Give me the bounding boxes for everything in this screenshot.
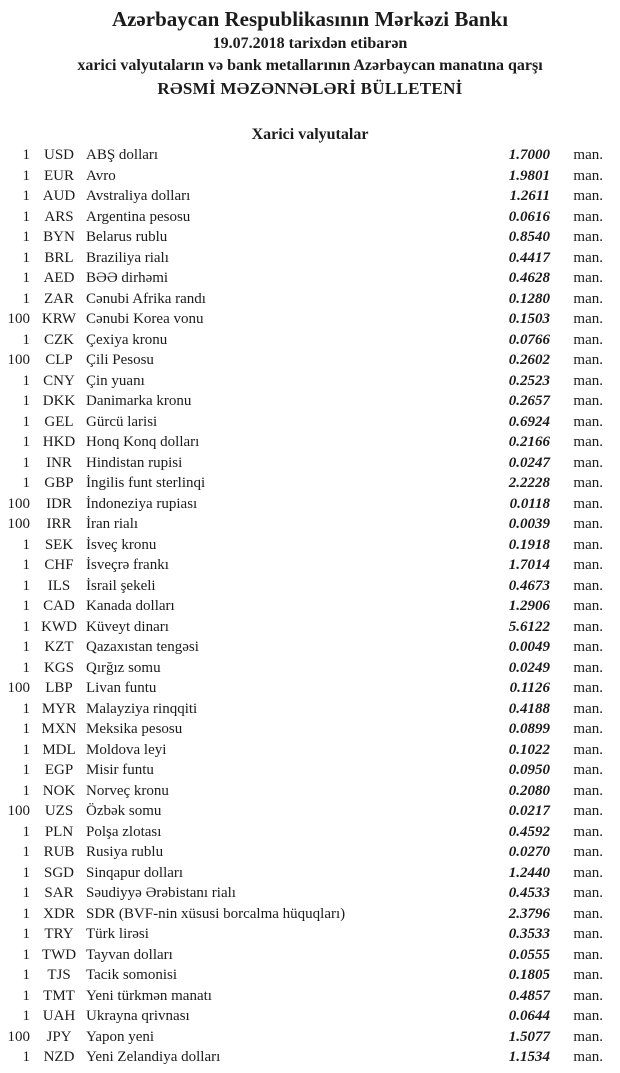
unit-label: man. (573, 393, 603, 409)
rate-value: 1.2611 (509, 188, 550, 204)
quantity-cell: 1 (22, 413, 30, 430)
unit-label: man. (573, 557, 603, 573)
currency-name: İsveçrə frankı (86, 557, 169, 573)
rates-table (0, 147, 620, 1070)
rate-value: 0.0950 (508, 762, 550, 778)
table-row (0, 1008, 620, 1029)
currency-code: CZK (44, 331, 74, 348)
unit-label: man. (573, 434, 603, 450)
table-row (0, 291, 620, 312)
quantity-cell: 1 (22, 1008, 30, 1024)
currency-name: Argentina pesosu (86, 208, 191, 225)
currency-name: Belarus rublu (86, 229, 168, 245)
currency-code: GBP (44, 475, 74, 491)
currency-code: NOK (42, 782, 76, 799)
rate-value: 2.3796 (508, 905, 550, 922)
rate-value: 0.1503 (508, 311, 550, 327)
rate-value: 0.0766 (508, 331, 550, 348)
currency-code: INR (46, 454, 72, 471)
currency-code: NZD (43, 1049, 75, 1065)
quantity-cell: 1 (22, 167, 30, 184)
quantity-cell: 1 (22, 721, 30, 737)
currency-name: Misir funtu (86, 762, 154, 778)
quantity-cell: 1 (22, 557, 30, 573)
currency-name: Türk lirəsi (86, 926, 149, 942)
rate-value: 0.4857 (508, 987, 550, 1004)
quantity-cell: 1 (22, 762, 30, 778)
quantity-cell: 1 (22, 782, 30, 799)
currency-code: KWD (41, 618, 77, 635)
table-row (0, 824, 620, 845)
quantity-cell: 1 (22, 987, 30, 1004)
table-row (0, 967, 620, 988)
rate-value: 1.2440 (508, 864, 550, 881)
quantity-cell: 1 (22, 454, 30, 471)
table-row (0, 332, 620, 353)
unit-label: man. (573, 1049, 603, 1065)
currency-code: IDR (46, 495, 72, 512)
rate-value: 1.2906 (508, 598, 550, 614)
table-row (0, 1049, 620, 1070)
quantity-cell: 1 (22, 864, 30, 881)
currency-code: SGD (43, 864, 74, 881)
unit-label: man. (573, 208, 603, 225)
currency-code: HKD (42, 434, 76, 450)
unit-label: man. (573, 147, 603, 163)
quantity-cell: 1 (22, 536, 30, 553)
table-row (0, 906, 620, 927)
section-title-foreign-currencies: Xarici valyutalar (251, 126, 369, 143)
currency-code: LBP (45, 680, 73, 696)
unit-label: man. (573, 967, 603, 983)
currency-name: İngilis funt sterlinqi (86, 475, 206, 491)
quantity-cell: 1 (22, 905, 30, 922)
table-row (0, 721, 620, 742)
currency-name: Rusiya rublu (86, 844, 164, 860)
rate-value: 0.0039 (508, 516, 550, 532)
rate-value: 0.0616 (508, 208, 550, 225)
quantity-cell: 100 (7, 495, 30, 512)
rate-value: 0.1918 (508, 536, 550, 553)
unit-label: man. (573, 495, 603, 512)
rate-value: 1.7014 (508, 557, 550, 573)
table-row (0, 947, 620, 968)
currency-code: EUR (44, 167, 74, 184)
unit-label: man. (573, 905, 603, 922)
currency-name: Norveç kronu (86, 782, 169, 799)
table-row (0, 496, 620, 517)
table-row (0, 742, 620, 763)
unit-label: man. (573, 331, 603, 348)
rate-value: 0.0249 (508, 659, 550, 676)
currency-name: Cənubi Korea vonu (86, 311, 204, 327)
quantity-cell: 100 (7, 680, 30, 696)
rate-value: 0.0049 (508, 639, 550, 655)
currency-name: Qırğız somu (86, 659, 161, 676)
quantity-cell: 100 (7, 516, 30, 532)
rate-value: 0.0270 (508, 844, 550, 860)
currency-name: Tacik somonisi (86, 967, 178, 983)
currency-name: İsrail şekeli (86, 577, 156, 594)
currency-code: DKK (42, 393, 76, 409)
quantity-cell: 1 (22, 434, 30, 450)
rate-value: 0.0899 (508, 721, 550, 737)
quantity-cell: 1 (22, 331, 30, 348)
quantity-cell: 1 (22, 618, 30, 635)
page-title: Azərbaycan Respublikasının Mərkəzi Bankı (111, 7, 509, 31)
currency-name: Tayvan dolları (86, 946, 173, 963)
unit-label: man. (573, 926, 603, 942)
currency-code: SAR (44, 885, 74, 901)
currency-name: Gürcü larisi (86, 413, 158, 430)
table-row (0, 414, 620, 435)
unit-label: man. (573, 659, 603, 676)
rate-value: 0.4592 (508, 823, 550, 840)
currency-name: İsveç kronu (86, 536, 157, 553)
quantity-cell: 1 (22, 885, 30, 901)
quantity-cell: 1 (22, 290, 30, 307)
rate-value: 0.8540 (508, 229, 550, 245)
rate-value: 0.4673 (508, 577, 550, 594)
rate-value: 0.6924 (508, 413, 550, 430)
currency-name: Yeni türkmən manatı (86, 987, 212, 1004)
rate-value: 0.0555 (508, 946, 550, 963)
quantity-cell: 1 (22, 208, 30, 225)
currency-code: BRL (44, 249, 74, 266)
currency-name: Honq Konq dolları (86, 434, 200, 450)
unit-label: man. (573, 475, 603, 491)
table-row (0, 557, 620, 578)
currency-name: Yeni Zelandiya dolları (86, 1049, 221, 1065)
quantity-cell: 1 (22, 372, 30, 389)
table-row (0, 537, 620, 558)
rate-value: 0.0118 (509, 495, 550, 512)
rate-value: 1.5077 (508, 1028, 550, 1045)
rate-value: 0.1805 (508, 967, 550, 983)
unit-label: man. (573, 290, 603, 307)
quantity-cell: 100 (7, 311, 30, 327)
unit-label: man. (573, 885, 603, 901)
unit-label: man. (573, 1028, 603, 1045)
table-row (0, 188, 620, 209)
quantity-cell: 1 (22, 577, 30, 594)
currency-code: ARS (44, 208, 74, 225)
table-row (0, 475, 620, 496)
rate-value: 0.2080 (508, 782, 550, 799)
quantity-cell: 1 (22, 926, 30, 942)
table-row (0, 578, 620, 599)
unit-label: man. (573, 229, 603, 245)
table-row (0, 844, 620, 865)
table-row (0, 619, 620, 640)
table-row (0, 147, 620, 168)
currency-code: KRW (41, 311, 77, 327)
rate-value: 0.0644 (508, 1008, 550, 1024)
table-row (0, 270, 620, 291)
rate-value: 0.1280 (508, 290, 550, 307)
rate-value: 1.7000 (508, 147, 550, 163)
table-row (0, 311, 620, 332)
currency-code: ZAR (44, 290, 74, 307)
unit-label: man. (573, 680, 603, 696)
unit-label: man. (573, 639, 603, 655)
currency-code: CAD (43, 598, 75, 614)
currency-code: EGP (44, 762, 74, 778)
quantity-cell: 100 (7, 803, 30, 819)
currency-name: Çin yuanı (86, 372, 145, 389)
quantity-cell: 1 (22, 475, 30, 491)
table-row (0, 168, 620, 189)
currency-name: Yapon yeni (86, 1028, 155, 1045)
table-row (0, 373, 620, 394)
quantity-cell: 1 (22, 844, 30, 860)
currency-name: İran rialı (86, 516, 139, 532)
quantity-cell: 1 (22, 967, 30, 983)
quantity-cell: 1 (22, 946, 30, 963)
quantity-cell: 1 (22, 249, 30, 266)
rate-value: 5.6122 (508, 618, 550, 635)
currency-code: CHF (44, 557, 74, 573)
currency-code: USD (43, 147, 74, 163)
table-row (0, 762, 620, 783)
currency-name: Özbək somu (86, 803, 162, 819)
unit-label: man. (573, 167, 603, 184)
table-row (0, 455, 620, 476)
table-row (0, 885, 620, 906)
currency-code: BYN (43, 229, 75, 245)
currency-name: Çili Pesosu (86, 352, 154, 368)
rate-value: 0.1126 (509, 680, 550, 696)
currency-name: Avstraliya dolları (86, 188, 191, 204)
currency-code: UAH (42, 1008, 76, 1024)
rate-value: 1.9801 (508, 167, 550, 184)
unit-label: man. (573, 823, 603, 840)
table-row (0, 660, 620, 681)
currency-name: Moldova leyi (86, 741, 167, 758)
currency-name: İndoneziya rupiası (86, 495, 198, 512)
rate-value: 1.1534 (508, 1049, 550, 1065)
currency-name: Livan funtu (86, 680, 157, 696)
currency-code: AUD (42, 188, 76, 204)
table-row (0, 352, 620, 373)
currency-code: CLP (45, 352, 73, 368)
currency-code: TJS (47, 967, 71, 983)
table-row (0, 926, 620, 947)
effective-date: 19.07.2018 tarixdən etibarən (212, 35, 408, 52)
currency-name: Kanada dolları (86, 598, 175, 614)
currency-code: PLN (44, 823, 74, 840)
currency-name: ABŞ dolları (86, 147, 159, 163)
unit-label: man. (573, 741, 603, 758)
rate-value: 0.2166 (508, 434, 550, 450)
table-row (0, 783, 620, 804)
table-row (0, 865, 620, 886)
table-row (0, 393, 620, 414)
quantity-cell: 1 (22, 270, 30, 286)
quantity-cell: 100 (7, 1028, 30, 1045)
unit-label: man. (573, 352, 603, 368)
subtitle: xarici valyutaların və bank metallarının Azərbaycan manatına qarşı (77, 57, 543, 74)
unit-label: man. (573, 372, 603, 389)
bulletin-header (0, 0, 620, 100)
quantity-cell: 1 (22, 659, 30, 676)
unit-label: man. (573, 577, 603, 594)
quantity-cell: 1 (22, 823, 30, 840)
table-row (0, 516, 620, 537)
quantity-cell: 1 (22, 639, 30, 655)
unit-label: man. (573, 516, 603, 532)
currency-name: Malayziya rinqqiti (86, 700, 198, 717)
table-row (0, 250, 620, 271)
table-row (0, 803, 620, 824)
currency-name: Çexiya kronu (86, 331, 168, 348)
rate-value: 0.0247 (508, 454, 550, 471)
currency-name: Meksika pesosu (86, 721, 183, 737)
unit-label: man. (573, 249, 603, 266)
unit-label: man. (573, 454, 603, 471)
unit-label: man. (573, 864, 603, 881)
currency-code: GEL (44, 413, 74, 430)
currency-code: CNY (43, 372, 75, 389)
currency-code: AED (43, 270, 75, 286)
currency-code: UZS (44, 803, 74, 819)
rate-value: 0.3533 (508, 926, 550, 942)
currency-code: ILS (47, 577, 71, 594)
quantity-cell: 1 (22, 229, 30, 245)
currency-code: XDR (43, 905, 75, 922)
currency-name: Sinqapur dolları (86, 864, 184, 881)
unit-label: man. (573, 782, 603, 799)
quantity-cell: 1 (22, 700, 30, 717)
table-row (0, 598, 620, 619)
currency-code: JPY (46, 1028, 72, 1045)
rate-value: 2.2228 (508, 475, 550, 491)
currency-code: KZT (44, 639, 74, 655)
table-row (0, 680, 620, 701)
rate-value: 0.4188 (508, 700, 550, 717)
unit-label: man. (573, 844, 603, 860)
unit-label: man. (573, 700, 603, 717)
table-row (0, 639, 620, 660)
currency-name: Danimarka kronu (86, 393, 192, 409)
quantity-cell: 1 (22, 147, 30, 163)
currency-code: TRY (44, 926, 74, 942)
unit-label: man. (573, 618, 603, 635)
table-row (0, 988, 620, 1009)
bulletin-title: RƏSMİ MƏZƏNNƏLƏRİ BÜLLETENİ (157, 79, 463, 98)
table-row (0, 229, 620, 250)
quantity-cell: 1 (22, 598, 30, 614)
quantity-cell: 1 (22, 741, 30, 758)
unit-label: man. (573, 946, 603, 963)
currency-name: Küveyt dinarı (86, 618, 169, 635)
unit-label: man. (573, 598, 603, 614)
currency-name: Braziliya rialı (86, 249, 169, 266)
currency-name: Səudiyyə Ərəbistanı rialı (86, 885, 236, 901)
unit-label: man. (573, 311, 603, 327)
currency-name: Qazaxıstan tengəsi (86, 639, 199, 655)
table-row (0, 209, 620, 230)
currency-name: Avro (86, 167, 116, 184)
unit-label: man. (573, 721, 603, 737)
currency-code: TMT (43, 987, 75, 1004)
currency-code: TWD (41, 946, 77, 963)
rate-value: 0.4417 (508, 249, 550, 266)
currency-code: MDL (42, 741, 76, 758)
unit-label: man. (573, 987, 603, 1004)
rate-value: 0.1022 (508, 741, 550, 758)
rate-value: 0.0217 (508, 803, 550, 819)
unit-label: man. (573, 536, 603, 553)
currency-name: Ukrayna qrivnası (86, 1008, 190, 1024)
unit-label: man. (573, 762, 603, 778)
currency-code: MXN (41, 721, 77, 737)
table-row (0, 1029, 620, 1050)
currency-code: KGS (43, 659, 74, 676)
unit-label: man. (573, 1008, 603, 1024)
currency-code: SEK (44, 536, 74, 553)
currency-code: MYR (41, 700, 77, 717)
quantity-cell: 1 (22, 1049, 30, 1065)
currency-name: Cənubi Afrika randı (86, 290, 206, 307)
currency-name: SDR (BVF-nin xüsusi borcalma hüquqları) (86, 905, 346, 922)
currency-code: IRR (46, 516, 72, 532)
quantity-cell: 1 (22, 188, 30, 204)
currency-name: Polşa zlotası (86, 823, 162, 840)
table-row (0, 434, 620, 455)
unit-label: man. (573, 270, 603, 286)
rate-value: 0.2657 (508, 393, 550, 409)
table-row (0, 701, 620, 722)
unit-label: man. (573, 188, 603, 204)
rate-value: 0.4533 (508, 885, 550, 901)
quantity-cell: 1 (22, 393, 30, 409)
quantity-cell: 100 (7, 352, 30, 368)
rate-value: 0.2523 (508, 372, 550, 389)
currency-code: RUB (43, 844, 75, 860)
rate-value: 0.4628 (508, 270, 550, 286)
unit-label: man. (573, 413, 603, 430)
currency-name: BƏƏ dirhəmi (86, 270, 169, 286)
rate-value: 0.2602 (508, 352, 550, 368)
unit-label: man. (573, 803, 603, 819)
currency-name: Hindistan rupisi (86, 454, 183, 471)
